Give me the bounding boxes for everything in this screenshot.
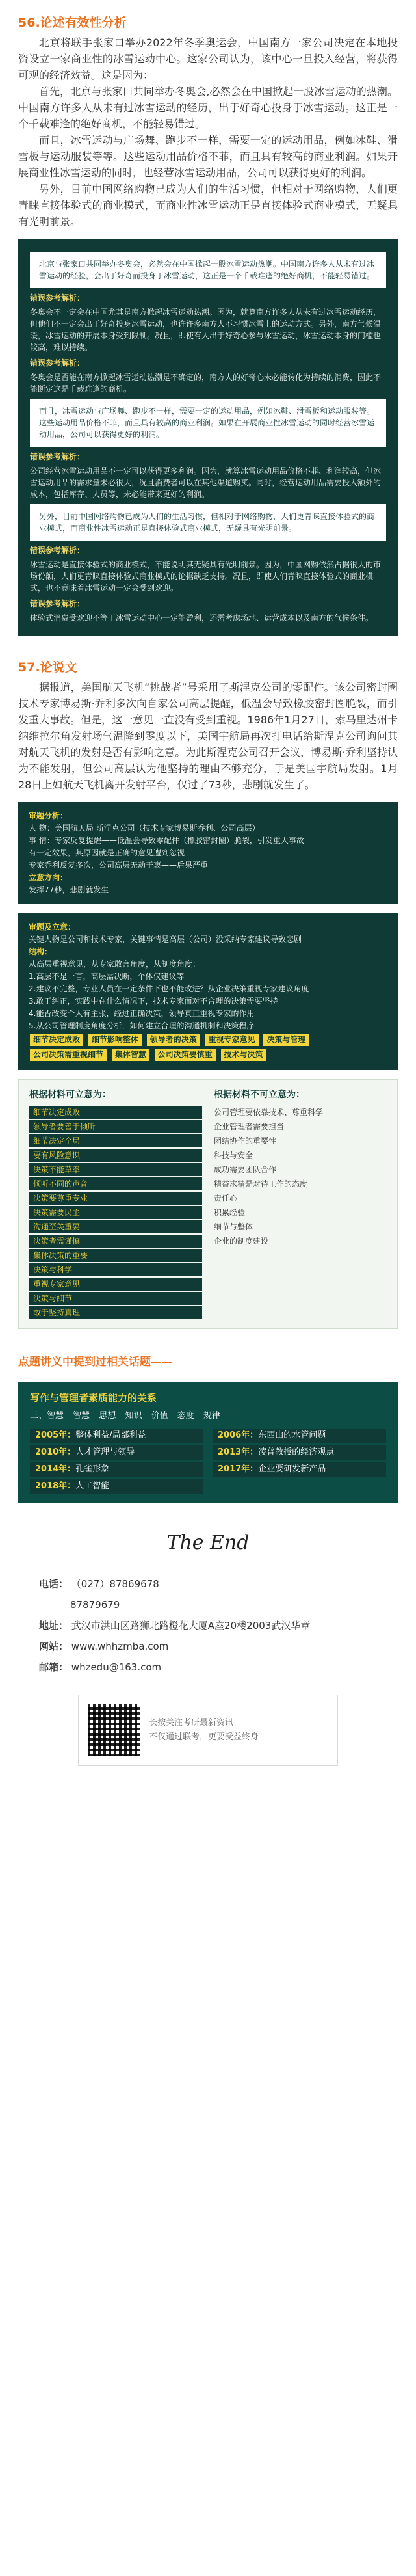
error1-text: 冬奥会不一定会在中国尤其是南方掀起冰雪运动热潮。因为，就算南方许多人从未有过冰雪运动经历，但他们不一定会出于好奇投身冰雪运动，也许许多南方人不习惯冰雪上的运动方式。另外，南方气候温暖，冰雪运动的开展本身受到限制。况且，即使有人出于好奇心参与冰雪运动，冰雪运动本身的门槛也较高，难以持续。 [30,308,382,352]
panel1-line: 事 情：专家反复提醒——低温会导致零配件（橡胶密封圈）脆裂，引发重大事故 [29,836,304,845]
panel2-line: 2.建议不完整，专业人员在一定条件下也不能改进？从企业决策重视专家建议角度 [29,984,309,993]
hint-panel [18,1382,398,1503]
panel1-line: 专家乔利反复多次，公司高层无动于衷——后果严重 [29,861,209,870]
year-topic: 整体利益/局部利益 [75,1430,146,1440]
allowed-topic-item: 要有风险意识 [29,1149,202,1162]
hint-section [0,1338,416,1503]
hint-row [30,1409,386,1423]
panel1-line: 有一定效果，其原因就是正确的意见遭到忽视 [29,848,185,857]
hint-title: 点题讲义中提到过相关话题—— [18,1356,173,1369]
allowed-topic-item: 沟通至关重要 [29,1220,202,1233]
address-text: 武汉市洪山区路狮北路橙花大厦A座20楼2003武汉华章 [71,1620,311,1631]
review-panel-2-head: 审题及立意： [29,922,76,932]
section-56-title: 56.论述有效性分析 [18,16,127,30]
analysis-intro: 北京与张家口共同举办冬奥会，必然会在中国掀起一股冰雪运动热潮。中国南方许多人从未有过冰雪运动的经验，会出于好奇而投身于冰雪运动，这正是一个千载难逢的绝好商机，不能轻易错过。 [30,252,386,288]
section-56-paragraph-1: 北京将联手张家口举办2022年冬季奥运会，中国南方一家公司决定在本地投资设立一家商业性的冰雪运动中心。这家公司认为，该中心一旦投入经营，将获得可观的经济效益。这是因为： [18,36,398,81]
hint-row-item: 智慧 [73,1411,90,1421]
allowed-topic-item: 决策与科学 [29,1263,202,1276]
allowed-topics [29,1088,202,1321]
year-label: 2005年： [35,1430,76,1440]
hint-panel-title: 写作与管理者素质能力的关系 [30,1392,157,1404]
error2-label: 错误参考解析： [30,358,85,368]
section-56 [0,0,416,636]
analysis-image [18,239,398,636]
web-row [39,1636,377,1657]
panel2-line: 3.敢于纠正，实践中在什么情况下，技术专家面对不合理的决策需要坚持 [29,997,278,1006]
phone-number-2[interactable]: 87879679 [70,1599,120,1611]
disallowed-topic-item: 精益求精是对待工作的态度 [214,1179,308,1188]
section-56-paragraph-3: 而且，冰雪运动与广场舞、跑步不一样，需要一定的运动用品，例如冰鞋、滑雪板与运动服装等等。这些运动用品价格不菲，而且具有较高的商业利润。如果开展商业性冰雪运动的同时，也经营冰雪运动用品，公司可以获得更好的利润。 [18,134,398,179]
hint-year-item [30,1462,203,1477]
phone-label: 电话： [39,1578,69,1590]
topic-tag: 技术与决策 [221,1049,266,1061]
year-topic: 企业要研发新产品 [258,1464,326,1474]
hint-image [18,1382,398,1503]
year-topic: 孔雀形象 [75,1464,110,1474]
address-row [39,1615,377,1636]
error2-text: 冬奥会是否能在南方掀起冰雪运动热潮是不确定的，南方人的好奇心未必能转化为持续的消费，因此不能断定这是千载难逢的商机。 [30,373,382,394]
web-label: 网站： [39,1641,69,1652]
year-topic: 东西山的水管问题 [258,1430,326,1440]
hint-row-item: 思想 [99,1411,116,1421]
mail-label: 邮箱： [39,1661,69,1673]
review-panel-1-head: 审题分析： [29,811,68,820]
panel2-line: 从高层重视意见，从专家敢言角度，从制度角度： [29,959,201,969]
topic-comparison-box [18,1079,398,1329]
qr-text [149,1716,259,1745]
disallowed-topic-item: 团结协作的重要性 [214,1136,277,1146]
review-panel-1 [18,802,398,904]
phone-row [39,1574,377,1594]
allowed-topic-item: 决策不能草率 [29,1163,202,1176]
end-mark [0,1512,416,1567]
allowed-topic-item: 倾听不同的声音 [29,1177,202,1190]
year-topic: 人工智能 [75,1481,110,1491]
year-label: 2017年： [218,1464,259,1474]
hint-year-item [213,1429,386,1443]
allowed-topic-item: 领导者要善于倾听 [29,1120,202,1133]
disallowed-topics-title: 根据材料不可立意为： [214,1090,305,1100]
mail-link[interactable]: whzedu@163.com [71,1661,162,1673]
panel2-line: 结构： [29,947,53,956]
mail-row [39,1657,377,1678]
topic-comparison [18,1079,398,1329]
disallowed-topic-item: 细节与整体 [214,1222,254,1231]
panel1-line: 立意方向： [29,873,68,882]
allowed-topic-item: 决策要尊重专业 [29,1192,202,1205]
review-panel-1-box [18,802,398,904]
disallowed-topic-item: 积累经验 [214,1208,246,1217]
disallowed-topic-item: 成功需要团队合作 [214,1165,277,1174]
analysis-part2-intro: 而且，冰雪运动与广场舞、跑步不一样，需要一定的运动用品，例如冰鞋、滑雪板和运动服装等。这些运动用品价格不菲，而且具有较高的商业利润。如果在开展商业性冰雪运动的同时经营冰雪运动用品，公司可以获得更好的利润。 [30,399,386,447]
section-57 [0,645,416,1329]
section-56-paragraph-4: 另外，目前中国网络购物已成为人们的生活习惯，但相对于网络购物，人们更青睐直接体验式的商业模式，而商业性冰雪运动正是直接体验式商业模式，无疑具有光明前景。 [18,183,398,228]
panel1-line: 人 物：美国航天局 斯涅克公司（技术专家博易斯乔利、公司高层） [29,824,260,833]
topic-tag: 公司决策要慎重 [155,1049,216,1061]
review-panel-2 [18,913,398,1070]
error5-text: 体验式消费受欢迎不等于冰雪运动中心一定能盈利，还需考虑场地、运营成本以及南方的气候条件。 [30,613,374,623]
panel1-line: 发挥77秒，悲剧就发生 [29,885,109,894]
panel2-line: 4.能否改变个人有主张，经过正确决策，领导真正重视专家的作用 [29,1009,255,1018]
hint-row-item: 知识 [125,1411,142,1421]
section-57-title: 57.论说文 [18,660,77,675]
hint-row-item: 价值 [151,1411,168,1421]
end-logo: The End [166,1531,250,1554]
error4-label: 错误参考解析： [30,546,85,555]
hint-years [30,1429,386,1494]
topic-tag: 重视专家意见 [205,1034,259,1046]
year-label: 2006年： [218,1430,259,1440]
year-topic: 凌普教授的经济观点 [258,1447,335,1457]
year-label: 2010年： [35,1447,76,1457]
year-label: 2013年： [218,1447,259,1457]
panel2-line: 5.从公司管理制度角度分析，如何建立合理的沟通机制和决策程序 [29,1021,255,1030]
web-link[interactable]: www.whhzmba.com [71,1641,169,1652]
hint-year-item [30,1479,203,1494]
section-56-paragraph-2: 首先，北京与张家口共同举办冬奥会,必然会在中国掀起一股冰雪运动的热潮。中国南方许多人从未有过冰雪运动的经历，出于好奇心投身于冰雪运动。这正是一个千载难逢的绝好商机，不能轻易错过。 [18,85,398,130]
hint-year-item [213,1462,386,1477]
disallowed-topic-item: 公司管理要依靠技术、尊重科学 [214,1108,324,1117]
error1-label: 错误参考解析： [30,293,85,302]
hint-row-label: 三、智慧 [30,1411,64,1421]
qr-line-2: 不仅通过联考，更要受益终身 [149,1732,259,1742]
error3-text: 公司经营冰雪运动用品不一定可以获得更多利润。因为，就算冰雪运动用品价格不菲、利润较高，但冰雪运动用品的需求量未必很大，况且消费者可以在其他渠道购买。同时，经营运动用品需要投入额外的成本，包括库存、人员等，未必能带来更好的利润。 [30,466,382,499]
allowed-topics-title: 根据材料可立意为： [29,1090,111,1100]
disallowed-topic-item: 科技与安全 [214,1151,254,1160]
panel2-line: 1.高层不是一言，高层需决断，个体仅建议等 [29,972,185,981]
topic-tag: 决策与管理 [263,1034,309,1046]
qr-line-1: 长按关注考研最新资讯 [149,1718,234,1728]
allowed-topic-item: 决策需要民主 [29,1206,202,1219]
phone-row-2 [39,1594,377,1615]
hint-row-item: 态度 [177,1411,194,1421]
topic-tag: 集体智慧 [112,1049,150,1061]
error3-label: 错误参考解析： [30,452,85,461]
review-panel-2-box [18,913,398,1070]
error5-label: 错误参考解析： [30,599,85,608]
qr-card [78,1695,338,1766]
hint-row-item: 规律 [203,1411,220,1421]
allowed-topic-item: 敢于坚持真理 [29,1306,202,1319]
year-label: 2014年： [35,1464,76,1474]
allowed-topic-item: 决策与细节 [29,1292,202,1305]
disallowed-topic-item: 责任心 [214,1194,238,1203]
disallowed-topic-item: 企业管理者需要担当 [214,1122,285,1131]
topic-tag: 细节影响整体 [88,1034,142,1046]
phone-number-1[interactable]: （027）87869678 [71,1578,159,1590]
allowed-topic-item: 细节决定全局 [29,1134,202,1147]
allowed-topic-item: 集体决策的重要 [29,1249,202,1262]
address-label: 地址： [39,1620,69,1631]
topic-tag: 领导者的决策 [147,1034,200,1046]
allowed-topic-item: 决策者需谨慎 [29,1235,202,1248]
allowed-topic-item: 重视专家意见 [29,1278,202,1291]
error4-text: 冰雪运动是直接体验式的商业模式，不能说明其无疑具有光明前景。因为，中国网购依然占据很大的市场份额，人们更青睐直接体验式商业模式的论据缺乏支持。况且，即使人们青睐直接体验式的商业模式，也不意味着冰雪运动一定会受到欢迎。 [30,560,382,593]
section-56-body [0,34,416,230]
year-topic: 人才管理与领导 [75,1447,135,1457]
hint-year-item [213,1445,386,1460]
contact-info [0,1567,416,1684]
section-57-body [0,679,416,793]
hint-year-item [30,1429,203,1443]
analysis-panel [18,239,398,636]
disallowed-topic-item: 企业的制度建设 [214,1237,269,1246]
hint-year-item [30,1445,203,1460]
analysis-part3-intro: 另外，目前中国网络购物已成为人们的生活习惯，但相对于网络购物，人们更青睐直接体验式的商业模式，而商业性冰雪运动正是直接体验式商业模式，无疑具有光明前景。 [30,504,386,541]
panel2-line: 关键人物是公司和技术专家，关键事情是高层（公司）没采纳专家建议导致悲剧 [29,935,302,944]
topic-tag: 细节决定成败 [30,1034,83,1046]
year-label: 2018年： [35,1481,76,1491]
panel2-tags [29,1032,387,1062]
section-57-paragraph: 据报道，美国航天飞机“挑战者”号采用了斯涅克公司的零配件。该公司密封圈技术专家博易斯·乔利多次向自家公司高层提醒，低温会导致橡胶密封圈脆裂，而引发重大事故。但是，这一意见一直没有受到重视。1986年1月27日，索马里达州卡纳维拉尔角发射场气温降到零度以下，美国宇航局再次打电话给斯涅克公司询问其对航天飞机的发射是否有影响之意。为此斯涅克公司召开会议，博易斯·乔利坚持认为不能发射，但公司高层认为他坚持的理由不够充分，于是美国宇航局发射。1月28日上如航天飞机离开发射平台，仅过了73秒，悲剧就发生了。 [18,681,398,791]
disallowed-topics [214,1088,387,1321]
topic-tag: 公司决策需重视细节 [30,1049,107,1061]
allowed-topic-item: 细节决定成败 [29,1106,202,1119]
qr-code-icon[interactable] [88,1704,140,1756]
